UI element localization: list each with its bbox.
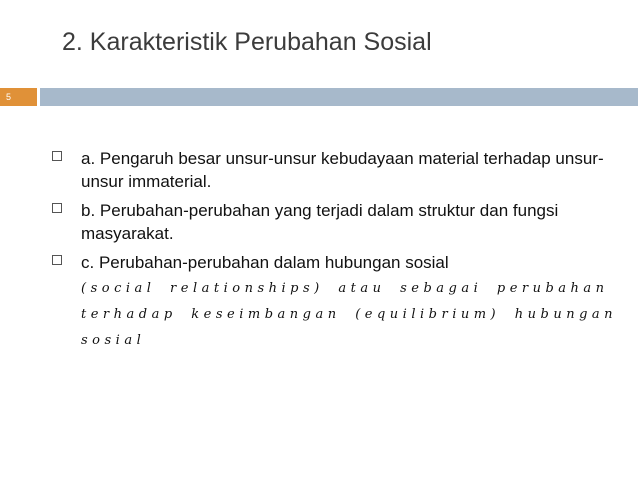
bullet-text: a. Pengaruh besar unsur-unsur kebudayaan material terhadap unsur-unsur immaterial.: [81, 149, 604, 191]
bullet-text: b. Perubahan-perubahan yang terjadi dalam struktur dan fungsi masyarakat.: [81, 201, 559, 243]
header-bar: [40, 88, 638, 106]
bullet-text: c. Perubahan-perubahan dalam hubungan sosial: [81, 253, 449, 272]
square-bullet-icon: [52, 255, 62, 265]
list-item: [44, 199, 624, 245]
slide-number: 5: [0, 88, 37, 106]
bullet-detail-text: (social relationships) atau sebagai perubahan terhadap keseimbangan (equilibrium) hubungan sosial: [81, 281, 618, 348]
bullet-list: [44, 147, 624, 360]
list-item: [44, 251, 624, 354]
square-bullet-icon: [52, 151, 62, 161]
slide-title: 2. Karakteristik Perubahan Sosial: [62, 28, 432, 56]
square-bullet-icon: [52, 203, 62, 213]
list-item: [44, 147, 624, 193]
